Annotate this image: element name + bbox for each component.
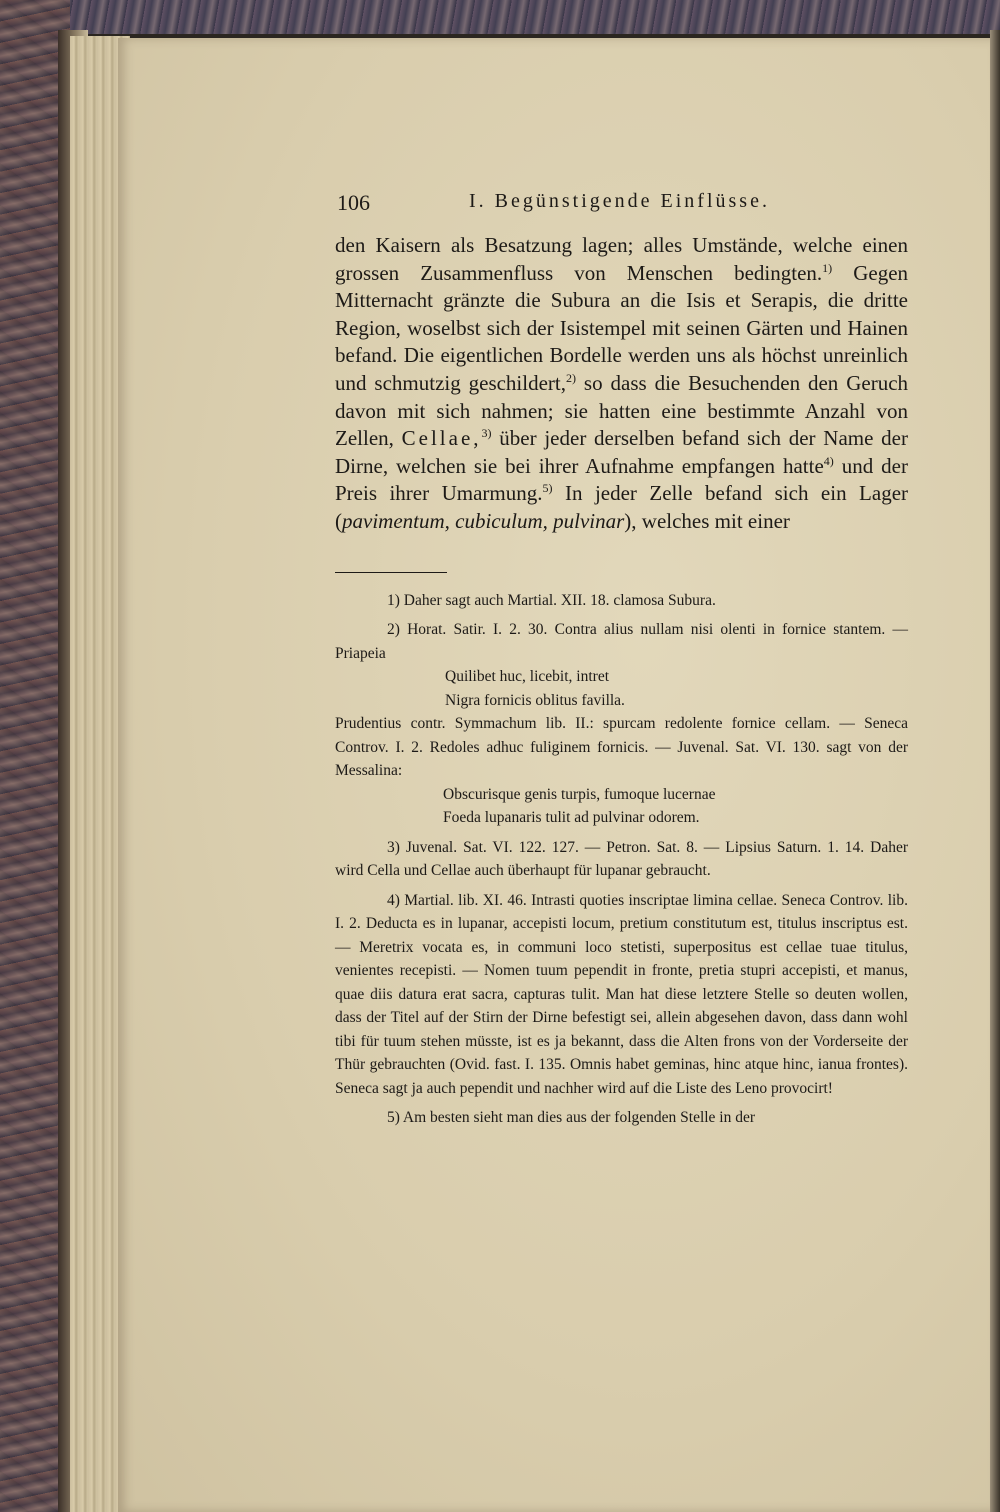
footnote-verse: Quilibet huc, licebit, intret — [445, 668, 609, 686]
body-sentence: ), welches mit einer — [624, 508, 790, 533]
footnote-ref: 3) — [481, 426, 492, 441]
body-sentence: In jeder Zelle befand sich ein Lager ( — [335, 481, 909, 533]
body-text — [335, 232, 908, 536]
footnotes — [335, 589, 908, 1130]
footnote-4: 4) Martial. lib. XI. 46. Intrasti quoties inscriptae limina cellae. Seneca Controv. lib. I. 2. Deducta es in lupanar, accepisti locum, pretium constitutum est, titulus inscriptus est. — Meretrix vocata es, in communi loco stetisti, superpositus est cellae tuae titulus, venientes recepisti. — Nomen tuum pependit in fronte, pretia stupri accepisti, et manus, quae diis datura erat sacra, capturas tulit. Man hat diese letztere Stelle so deuten wollen, dass der Titel auf der Stirn der Dirne befestigt sei, allein abgesehen davon, dass dann wohl tibi für tuum stehen müsste, ist es ja bekannt, dass die Alten frons von der Vorderseite der Thür gebrauchten (Ovid. fast. I. 135. Omnis habet geminas, hinc atque hinc, ianua frontes). Seneca sagt ja auch pependit und nachher wird auf die Liste des Leno provocirt! — [335, 891, 908, 1097]
running-head — [335, 190, 908, 226]
footnote-5: 5) Am besten sieht man dies aus der folgenden Stelle in der — [387, 1109, 756, 1127]
body-sentence: so dass die Besuchenden den Geruch davon mit sich nahmen; sie hatten eine bestimmte Anzahl von Zellen, — [335, 370, 909, 451]
body-sentence: den Kaisern als Besatzung lagen; alles Umstände, welche einen grossen Zusammenfluss von Menschen bedingten. — [335, 233, 908, 285]
book-cover-top-edge — [0, 0, 1000, 34]
footnote-ref: 4) — [823, 453, 834, 468]
page-number: 106 — [337, 190, 370, 215]
footnote-1: 1) Daher sagt auch Martial. XII. 18. clamosa Subura. — [387, 591, 716, 609]
body-sentence: über jeder derselben befand sich der Name der Dirne, welchen sie bei ihrer Aufnahme empfangen hatte — [335, 426, 908, 478]
body-sentence: Gegen Mitternacht gränzte die Subura an die Isis et Serapis, die dritte Region, woselbst sich der Isistempel mit seinen Gärten und Hainen befand. Die eigentlichen Bordelle werden uns als höchst unreinlich und schmutzig geschildert, — [335, 260, 909, 395]
footnote-2-continued: Prudentius contr. Symmachum lib. II.: spurcam redolente fornice cellam. — Seneca Controv. I. 2. Redoles adhuc fuliginem fornicis. — Juvenal. Sat. VI. 130. sagt von der Messalina: — [335, 715, 908, 780]
footnote-ref: 2) — [566, 370, 577, 385]
spaced-term: Cellae, — [401, 426, 482, 451]
footnote-verse: Obscurisque genis turpis, fumoque lucernae — [443, 785, 716, 803]
right-page-edge — [990, 30, 1000, 1512]
footnote-verse: Foeda lupanaris tulit ad pulvinar odorem. — [443, 809, 700, 827]
footnote-ref: 5) — [542, 481, 553, 496]
italic-terms: pavimentum, cubiculum, pulvinar — [342, 508, 625, 533]
footnote-ref: 1) — [822, 260, 833, 275]
running-title: I. Begünstigende Einflüsse. — [469, 190, 770, 212]
footnote-2: 2) Horat. Satir. I. 2. 30. Contra alius nullam nisi olenti in fornice stantem. — Priapeia — [335, 621, 908, 662]
footnote-rule — [335, 572, 447, 573]
body-paragraph — [335, 232, 908, 536]
footnote-verse: Nigra fornicis oblitus favilla. — [445, 691, 625, 709]
page-content — [335, 190, 908, 1130]
footnote-3: 3) Juvenal. Sat. VI. 122. 127. — Petron. Sat. 8. — Lipsius Saturn. 1. 14. Daher wird Cella und Cellae auch überhaupt für lupanar gebraucht. — [335, 838, 908, 880]
body-sentence: und der Preis ihrer Umarmung. — [335, 453, 908, 506]
